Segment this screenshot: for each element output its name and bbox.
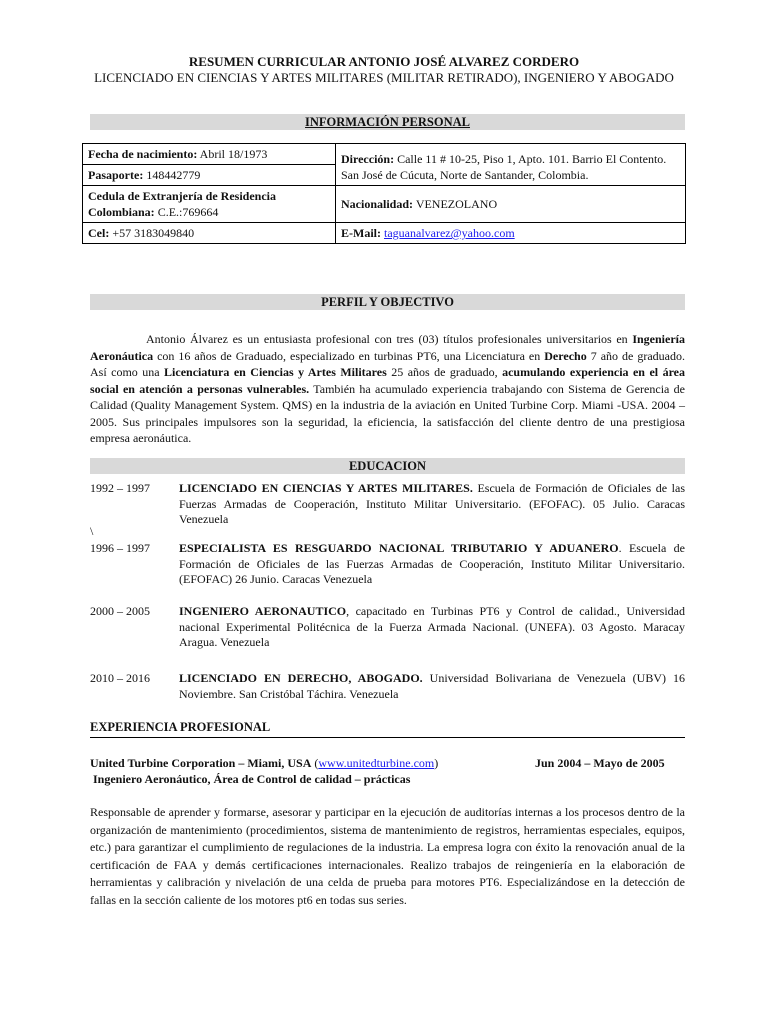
company-website-link[interactable]: www.unitedturbine.com <box>318 756 435 770</box>
personal-info-table <box>82 143 686 244</box>
profile-paragraph: Antonio Álvarez es un entusiasta profesional con tres (03) títulos profesionales universitarios en Ingeniería Aeronáutica con 16 años de Graduado, especializado en turbinas PT6, una Licenciatura en Derecho 7 año de graduado. Así como una Licenciatura en Ciencias y Artes Militares 25 años de graduado, acumulando experiencia en el área social en atención a personas vulnerables. También ha acumulado experiencia trabajando con Sistema de Gerencia de Calidad (Quality Management System. QMS) en la industria de la aviación en United Turbine Corp. Miami -USA. 2004 – 2005. Sus principales impulsores son la seguridad, la eficiencia, la satisfacción del cliente dentro de una prestigiosa empresa aeronáutica. <box>90 332 686 445</box>
email-link[interactable]: taguanalvarez@yahoo.com <box>384 226 515 240</box>
birth-cell: Fecha de nacimiento: Abril 18/1973 <box>83 144 336 165</box>
education-text: ESPECIALISTA ES RESGUARDO NACIONAL TRIBUTARIO Y ADUANERO. Escuela de Formación de Oficiales de las Fuerzas Armadas de Cooperación, Instituto Militar Universitario. (EFOFAC) 26 Junio. Caracas Venezuela <box>179 541 686 586</box>
profile-heading: PERFIL Y OBJECTIVO <box>90 294 685 310</box>
education-text: INGENIERO AERONAUTICO, capacitado en Turbinas PT6 y Control de calidad., Universidad nacional Experimental Politécnica de la Fuerza Armada Nacional. (UNEFA). 03 Agosto. Maracay Aragua. Venezuela <box>179 604 685 649</box>
education-text: LICENCIADO EN CIENCIAS Y ARTES MILITARES. Escuela de Formación de Oficiales de las Fuerzas Armadas de Cooperación, Instituto Militar Universitario. (EFOFAC). 05 Julio. Caracas Venezuela <box>179 481 685 526</box>
phone-cell: Cel: +57 3183049840 <box>83 223 336 244</box>
passport-cell: Pasaporte: 148442779 <box>83 165 336 186</box>
nationality-cell: Nacionalidad: VENEZOLANO <box>336 186 686 223</box>
education-text: LICENCIADO EN DERECHO, ABOGADO. Universidad Bolivariana de Venezuela (UBV) 16 Noviembre. San Cristóbal Táchira. Venezuela <box>179 671 685 701</box>
education-heading: EDUCACION <box>90 458 685 474</box>
education-years: 2010 – 2016 <box>90 671 150 685</box>
resume-title: RESUMEN CURRICULAR ANTONIO JOSÉ ALVAREZ CORDERO <box>188 54 580 69</box>
experience-description: Responsable de aprender y formarse, asesorar y participar en la ejecución de auditorías internas a los procesos dentro de la organización de mantenimiento (procedimientos, sistema de mantenimiento de registros, herramientas especiales, equipos, etc.) para garantizar el cumplimiento de regulaciones de la industria. La empresa logra con éxito la renovación anual de la certificación de FAA y demás certificaciones internacionales. Realizo trabajos de reingeniería en la elaboración de herramientas y calibración y nivelación de una celda de prueba para motores PT6. Especializándose en la detección de fallas en la sección caliente de los motores pt6 en todas sus series. <box>90 805 685 907</box>
residence-cell: Cedula de Extranjería de Residencia Colombiana: C.E.:769664 <box>83 186 336 223</box>
stray-backslash: \ <box>90 524 94 538</box>
address-cell: Dirección: Calle 11 # 10-25, Piso 1, Apto. 101. Barrio El Contento. San José de Cúcuta, Norte de Santander, Colombia. <box>336 144 686 186</box>
experience-divider <box>90 737 685 738</box>
education-years: 2000 – 2005 <box>90 604 150 618</box>
resume-subtitle: LICENCIADO EN CIENCIAS Y ARTES MILITARES (MILITAR RETIRADO), INGENIERO Y ABOGADO <box>94 70 674 85</box>
experience-company-line: United Turbine Corporation – Miami, USA (www.unitedturbine.com) <box>90 756 439 770</box>
email-cell: E-Mail: taguanalvarez@yahoo.com <box>336 223 686 244</box>
education-years: 1992 – 1997 <box>90 481 150 495</box>
education-years: 1996 – 1997 <box>90 541 150 555</box>
experience-heading: EXPERIENCIA PROFESIONAL <box>90 720 271 734</box>
personal-info-heading: INFORMACIÓN PERSONAL <box>90 114 685 130</box>
experience-dates: Jun 2004 – Mayo de 2005 <box>535 756 665 770</box>
experience-role: Ingeniero Aeronáutico, Área de Control de calidad – prácticas <box>93 772 411 786</box>
